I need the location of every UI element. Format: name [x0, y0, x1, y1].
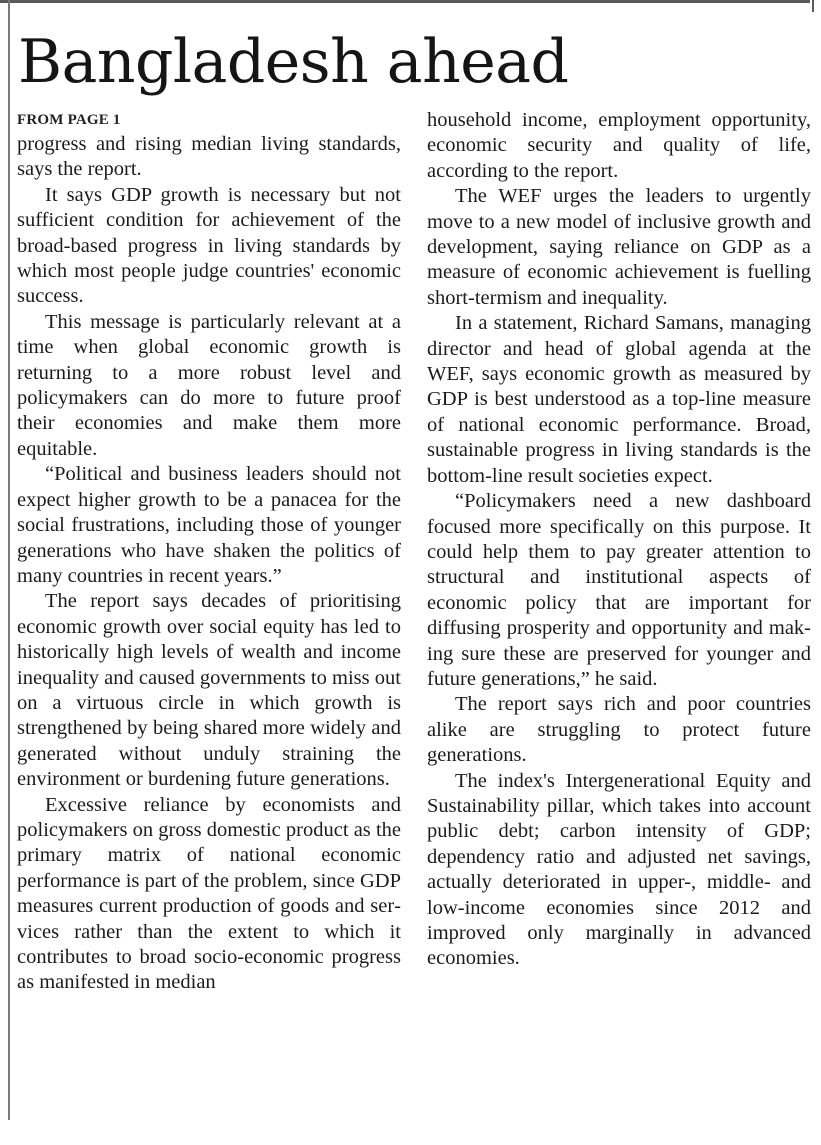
paragraph: household income, employment opportunity, economic security and quality of life, according to the report. [427, 109, 811, 182]
paragraph: The index's Intergenerational Equity and Sustainability pillar, which takes into account public debt; carbon intensity of GDP; dependency ratio and adjusted net savings, actually deteriorated in upper-, middle- and low-income economies since 2012 and improved only marginally in advanced economies. [427, 769, 811, 970]
article-column-right [427, 108, 811, 972]
right-border-rule [812, 0, 814, 12]
article-column-left [17, 108, 401, 996]
paragraph: This message is particularly relevant at a time when global economic growth is returning to a more robust level and policymakers can do more to future proof their economies and make them more equitable. [17, 310, 401, 460]
paragraph: The WEF urges the leaders to urgently move to a new model of inclusive growth and development, saying reliance on GDP as a measure of economic achievement is fuelling short-termism and inequality. [427, 185, 811, 309]
paragraph: It says GDP growth is necessary but not sufficient condition for achievement of the broad-based progress in living standards by which most people judge countries' economic success. [17, 183, 401, 308]
paragraph: The report says decades of prioritising economic growth over social equity has led to historically high levels of wealth and income inequality and caused governments to miss out on a virtuous circle in which growth is strengthened by being shared more widely and generated without unduly straining the environment or burdening future generations. [17, 590, 401, 791]
top-border-rule [0, 0, 810, 3]
paragraph: The report says rich and poor countries alike are struggling to protect future generations. [427, 693, 811, 767]
headline: Bangladesh ahead [18, 27, 569, 97]
paragraph: “Policymakers need a new dashboard focused more specifically on this purpose. It could help them to pay greater attention to structural and institutional aspects of economic policy that are important for diffusing prosperity and opportunity and making sure these are preserved for younger and future generations,” he said. [427, 490, 811, 690]
paragraph: In a statement, Richard Samans, managing director and head of global agenda at the WEF, says economic growth as measured by GDP is best understood as a top-line measure of national economic performance. Broad, sustainable progress in living standards is the bottom-line result societies expect. [427, 312, 811, 487]
paragraph: progress and rising median living standards, says the report. [17, 133, 401, 181]
left-border-rule [8, 0, 10, 1120]
continuation-kicker: FROM PAGE 1 [17, 112, 121, 128]
paragraph: Excessive reliance by economists and policymakers on gross domestic product as the primary matrix of national economic performance is part of the problem, since GDP measures current production of goods and services rather than the extent to which it contributes to broad socio-economic progress as manifested in median [17, 793, 401, 994]
paragraph: “Political and business leaders should not expect higher growth to be a panacea for the social frustrations, including those of younger generations who have shaken the politics of many countries in recent years.” [17, 463, 401, 587]
